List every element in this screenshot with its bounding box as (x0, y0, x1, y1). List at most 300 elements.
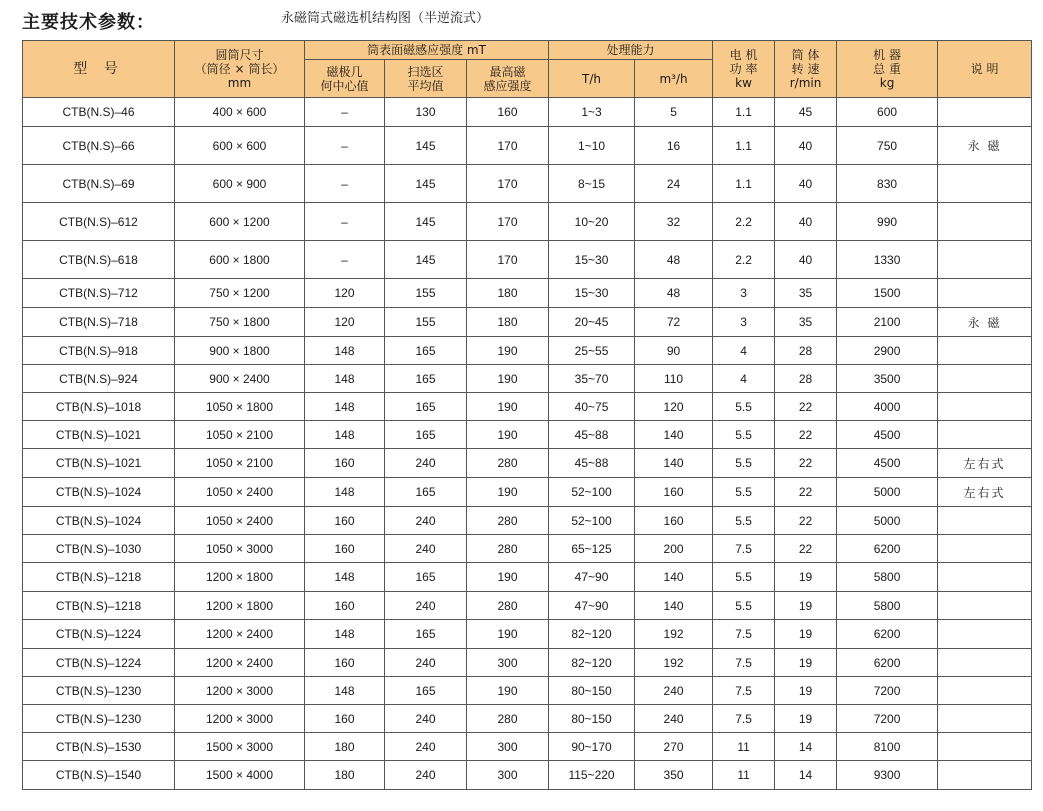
capacity-m3h-cell: 32 (635, 203, 713, 241)
drum-speed-cell: 22 (775, 478, 837, 507)
capacity-tph-cell: 40~75 (549, 393, 635, 421)
capacity-m3h-cell: 140 (635, 563, 713, 592)
drum-speed-cell: 40 (775, 241, 837, 279)
sweep-avg-cell: 240 (385, 507, 467, 535)
weight-cell: 4500 (837, 421, 938, 449)
drum-speed-cell: 22 (775, 393, 837, 421)
drum-size-cell: 600 × 600 (175, 127, 305, 165)
model-cell: CTB(N.S)–612 (23, 203, 175, 241)
weight-cell: 5800 (837, 592, 938, 620)
model-cell: CTB(N.S)–1024 (23, 478, 175, 507)
pole-center-cell: 160 (305, 705, 385, 733)
table-row (23, 507, 1032, 535)
capacity-tph-cell: 1~10 (549, 127, 635, 165)
capacity-m3h-cell: 240 (635, 677, 713, 705)
sweep-avg-cell: 165 (385, 677, 467, 705)
capacity-m3h-cell: 72 (635, 308, 713, 337)
pole-center-cell: 160 (305, 507, 385, 535)
capacity-tph-cell: 47~90 (549, 592, 635, 620)
page-title: 主要技术参数： (22, 12, 155, 33)
pole-center-cell: 148 (305, 563, 385, 592)
weight-cell: 1500 (837, 279, 938, 308)
capacity-tph-cell: 35~70 (549, 365, 635, 393)
model-cell: CTB(N.S)–1218 (23, 592, 175, 620)
motor-power-cell: 3 (713, 279, 775, 308)
max-strength-cell: 180 (467, 279, 549, 308)
max-strength-cell: 280 (467, 592, 549, 620)
drum-size-cell: 1200 × 3000 (175, 705, 305, 733)
capacity-m3h-cell: 140 (635, 449, 713, 478)
max-strength-cell: 280 (467, 535, 549, 563)
motor-power-cell: 1.1 (713, 127, 775, 165)
header-weight-line2: 总 重 (873, 62, 901, 76)
motor-power-cell: 5.5 (713, 449, 775, 478)
remark-cell (938, 620, 1032, 649)
drum-size-cell: 900 × 1800 (175, 337, 305, 365)
drum-speed-cell: 40 (775, 127, 837, 165)
header-magnetic-group: 筒表面磁感应强度 mT (305, 41, 549, 60)
weight-cell: 5800 (837, 563, 938, 592)
header-drum-size (175, 41, 305, 98)
max-strength-cell: 160 (467, 98, 549, 127)
sweep-avg-cell: 240 (385, 733, 467, 761)
max-strength-cell: 300 (467, 761, 549, 790)
max-strength-cell: 170 (467, 241, 549, 279)
weight-cell: 8100 (837, 733, 938, 761)
table-row (23, 279, 1032, 308)
weight-cell: 4500 (837, 449, 938, 478)
sweep-avg-cell: 165 (385, 620, 467, 649)
motor-power-cell: 2.2 (713, 203, 775, 241)
sweep-avg-cell: 240 (385, 535, 467, 563)
max-strength-cell: 190 (467, 337, 549, 365)
page-subtitle: 永磁筒式磁选机结构图（半逆流式） (281, 11, 490, 26)
weight-cell: 750 (837, 127, 938, 165)
pole-center-cell: – (305, 98, 385, 127)
drum-size-cell: 1050 × 3000 (175, 535, 305, 563)
capacity-m3h-cell: 270 (635, 733, 713, 761)
table-header (23, 41, 1032, 98)
capacity-tph-cell: 82~120 (549, 620, 635, 649)
spec-table (22, 40, 1032, 790)
motor-power-cell: 7.5 (713, 705, 775, 733)
drum-speed-cell: 40 (775, 203, 837, 241)
drum-speed-cell: 14 (775, 761, 837, 790)
remark-cell: 左右式 (938, 478, 1032, 507)
pole-center-cell: 148 (305, 393, 385, 421)
header-weight-line3: kg (879, 76, 895, 90)
weight-cell: 4000 (837, 393, 938, 421)
header-max-strength-line2: 感应强度 (483, 78, 532, 93)
sweep-avg-cell: 165 (385, 421, 467, 449)
remark-cell (938, 365, 1032, 393)
max-strength-cell: 300 (467, 733, 549, 761)
remark-cell (938, 337, 1032, 365)
drum-speed-cell: 28 (775, 365, 837, 393)
pole-center-cell: 180 (305, 761, 385, 790)
drum-size-cell: 1050 × 2100 (175, 449, 305, 478)
pole-center-cell: 148 (305, 620, 385, 649)
capacity-m3h-cell: 160 (635, 507, 713, 535)
remark-cell: 永 磁 (938, 127, 1032, 165)
capacity-tph-cell: 8~15 (549, 165, 635, 203)
header-pole-center-line1: 磁极几 (326, 64, 363, 79)
header-motor-line1: 电 机 (729, 48, 758, 62)
sweep-avg-cell: 165 (385, 478, 467, 507)
weight-cell: 5000 (837, 478, 938, 507)
max-strength-cell: 170 (467, 203, 549, 241)
drum-size-cell: 750 × 1200 (175, 279, 305, 308)
motor-power-cell: 4 (713, 365, 775, 393)
pole-center-cell: 180 (305, 733, 385, 761)
drum-speed-cell: 28 (775, 337, 837, 365)
drum-size-cell: 1050 × 2400 (175, 478, 305, 507)
max-strength-cell: 280 (467, 449, 549, 478)
weight-cell: 600 (837, 98, 938, 127)
weight-cell: 7200 (837, 677, 938, 705)
remark-cell (938, 241, 1032, 279)
model-cell: CTB(N.S)–1224 (23, 620, 175, 649)
table-row (23, 478, 1032, 507)
max-strength-cell: 300 (467, 649, 549, 677)
weight-cell: 5000 (837, 507, 938, 535)
header-motor (713, 41, 775, 98)
capacity-m3h-cell: 160 (635, 478, 713, 507)
table-row (23, 649, 1032, 677)
weight-cell: 2900 (837, 337, 938, 365)
capacity-m3h-cell: 48 (635, 241, 713, 279)
motor-power-cell: 2.2 (713, 241, 775, 279)
table-row (23, 421, 1032, 449)
drum-speed-cell: 19 (775, 705, 837, 733)
capacity-m3h-cell: 110 (635, 365, 713, 393)
drum-speed-cell: 19 (775, 677, 837, 705)
model-cell: CTB(N.S)–69 (23, 165, 175, 203)
drum-size-cell: 900 × 2400 (175, 365, 305, 393)
model-cell: CTB(N.S)–718 (23, 308, 175, 337)
motor-power-cell: 7.5 (713, 620, 775, 649)
sweep-avg-cell: 240 (385, 592, 467, 620)
model-cell: CTB(N.S)–918 (23, 337, 175, 365)
drum-size-cell: 600 × 1800 (175, 241, 305, 279)
drum-size-cell: 750 × 1800 (175, 308, 305, 337)
model-cell: CTB(N.S)–712 (23, 279, 175, 308)
weight-cell: 2100 (837, 308, 938, 337)
motor-power-cell: 11 (713, 761, 775, 790)
header-tph: T/h (549, 60, 635, 98)
sweep-avg-cell: 155 (385, 279, 467, 308)
motor-power-cell: 1.1 (713, 165, 775, 203)
capacity-tph-cell: 52~100 (549, 507, 635, 535)
sweep-avg-cell: 165 (385, 563, 467, 592)
header-sweep-avg-line1: 扫选区 (407, 64, 444, 79)
sweep-avg-cell: 165 (385, 337, 467, 365)
header-speed-line2: 转 速 (791, 62, 820, 76)
drum-size-cell: 1050 × 2400 (175, 507, 305, 535)
drum-size-cell: 1200 × 2400 (175, 620, 305, 649)
table-row (23, 563, 1032, 592)
header-sweep-avg-line2: 平均值 (407, 78, 444, 93)
sweep-avg-cell: 240 (385, 705, 467, 733)
drum-size-cell: 1500 × 4000 (175, 761, 305, 790)
drum-size-cell: 600 × 1200 (175, 203, 305, 241)
capacity-tph-cell: 45~88 (549, 449, 635, 478)
capacity-m3h-cell: 24 (635, 165, 713, 203)
capacity-m3h-cell: 48 (635, 279, 713, 308)
weight-cell: 7200 (837, 705, 938, 733)
header-motor-line3: kw (735, 76, 752, 90)
motor-power-cell: 5.5 (713, 563, 775, 592)
table-row (23, 337, 1032, 365)
motor-power-cell: 5.5 (713, 507, 775, 535)
sweep-avg-cell: 145 (385, 203, 467, 241)
pole-center-cell: 148 (305, 478, 385, 507)
header-remark: 说 明 (938, 41, 1032, 98)
sweep-avg-cell: 165 (385, 365, 467, 393)
header-speed (775, 41, 837, 98)
capacity-tph-cell: 82~120 (549, 649, 635, 677)
model-cell: CTB(N.S)–924 (23, 365, 175, 393)
remark-cell: 左右式 (938, 449, 1032, 478)
capacity-tph-cell: 15~30 (549, 241, 635, 279)
capacity-tph-cell: 80~150 (549, 705, 635, 733)
drum-speed-cell: 45 (775, 98, 837, 127)
weight-cell: 9300 (837, 761, 938, 790)
capacity-tph-cell: 1~3 (549, 98, 635, 127)
max-strength-cell: 190 (467, 421, 549, 449)
pole-center-cell: 160 (305, 535, 385, 563)
model-cell: CTB(N.S)–1530 (23, 733, 175, 761)
drum-speed-cell: 40 (775, 165, 837, 203)
drum-speed-cell: 22 (775, 535, 837, 563)
sweep-avg-cell: 145 (385, 241, 467, 279)
remark-cell (938, 421, 1032, 449)
header-capacity-group: 处理能力 (549, 41, 713, 60)
header-speed-line3: r/min (789, 76, 822, 90)
capacity-tph-cell: 52~100 (549, 478, 635, 507)
capacity-tph-cell: 115~220 (549, 761, 635, 790)
drum-speed-cell: 19 (775, 563, 837, 592)
capacity-tph-cell: 47~90 (549, 563, 635, 592)
drum-size-cell: 1500 × 3000 (175, 733, 305, 761)
motor-power-cell: 1.1 (713, 98, 775, 127)
max-strength-cell: 190 (467, 393, 549, 421)
table-row (23, 241, 1032, 279)
weight-cell: 3500 (837, 365, 938, 393)
drum-speed-cell: 22 (775, 507, 837, 535)
capacity-m3h-cell: 200 (635, 535, 713, 563)
sweep-avg-cell: 145 (385, 165, 467, 203)
table-row (23, 535, 1032, 563)
drum-size-cell: 1200 × 1800 (175, 592, 305, 620)
model-cell: CTB(N.S)–618 (23, 241, 175, 279)
remark-cell (938, 563, 1032, 592)
model-cell: CTB(N.S)–1018 (23, 393, 175, 421)
table-row (23, 761, 1032, 790)
header-motor-line2: 功 率 (729, 62, 758, 76)
remark-cell (938, 535, 1032, 563)
model-cell: CTB(N.S)–1021 (23, 449, 175, 478)
sweep-avg-cell: 145 (385, 127, 467, 165)
capacity-m3h-cell: 120 (635, 393, 713, 421)
model-cell: CTB(N.S)–1218 (23, 563, 175, 592)
motor-power-cell: 5.5 (713, 478, 775, 507)
remark-cell (938, 507, 1032, 535)
max-strength-cell: 190 (467, 563, 549, 592)
drum-speed-cell: 19 (775, 620, 837, 649)
max-strength-cell: 280 (467, 705, 549, 733)
pole-center-cell: 148 (305, 365, 385, 393)
drum-speed-cell: 22 (775, 421, 837, 449)
capacity-m3h-cell: 16 (635, 127, 713, 165)
pole-center-cell: 148 (305, 677, 385, 705)
pole-center-cell: – (305, 203, 385, 241)
model-cell: CTB(N.S)–1030 (23, 535, 175, 563)
capacity-m3h-cell: 140 (635, 592, 713, 620)
capacity-m3h-cell: 192 (635, 649, 713, 677)
table-row (23, 449, 1032, 478)
table-row (23, 165, 1032, 203)
remark-cell (938, 649, 1032, 677)
table-row (23, 393, 1032, 421)
motor-power-cell: 4 (713, 337, 775, 365)
header-pole-center (305, 60, 385, 98)
motor-power-cell: 11 (713, 733, 775, 761)
remark-cell (938, 733, 1032, 761)
pole-center-cell: 160 (305, 449, 385, 478)
capacity-tph-cell: 10~20 (549, 203, 635, 241)
remark-cell (938, 761, 1032, 790)
max-strength-cell: 170 (467, 165, 549, 203)
pole-center-cell: – (305, 127, 385, 165)
weight-cell: 6200 (837, 535, 938, 563)
max-strength-cell: 180 (467, 308, 549, 337)
capacity-tph-cell: 65~125 (549, 535, 635, 563)
header-drum-size-line1: 圆筒尺寸 (215, 48, 264, 62)
drum-size-cell: 1200 × 2400 (175, 649, 305, 677)
sweep-avg-cell: 240 (385, 649, 467, 677)
drum-size-cell: 400 × 600 (175, 98, 305, 127)
drum-speed-cell: 35 (775, 308, 837, 337)
capacity-m3h-cell: 140 (635, 421, 713, 449)
sweep-avg-cell: 155 (385, 308, 467, 337)
capacity-tph-cell: 45~88 (549, 421, 635, 449)
pole-center-cell: 148 (305, 337, 385, 365)
remark-cell (938, 677, 1032, 705)
remark-cell (938, 393, 1032, 421)
weight-cell: 990 (837, 203, 938, 241)
model-cell: CTB(N.S)–1024 (23, 507, 175, 535)
drum-speed-cell: 35 (775, 279, 837, 308)
sweep-avg-cell: 165 (385, 393, 467, 421)
pole-center-cell: 120 (305, 279, 385, 308)
model-cell: CTB(N.S)–66 (23, 127, 175, 165)
table-row (23, 203, 1032, 241)
drum-size-cell: 600 × 900 (175, 165, 305, 203)
capacity-m3h-cell: 5 (635, 98, 713, 127)
motor-power-cell: 3 (713, 308, 775, 337)
weight-cell: 830 (837, 165, 938, 203)
remark-cell (938, 705, 1032, 733)
motor-power-cell: 5.5 (713, 592, 775, 620)
drum-speed-cell: 14 (775, 733, 837, 761)
model-cell: CTB(N.S)–1224 (23, 649, 175, 677)
header-sweep-avg (385, 60, 467, 98)
table-row (23, 677, 1032, 705)
max-strength-cell: 190 (467, 365, 549, 393)
weight-cell: 1330 (837, 241, 938, 279)
table-row (23, 98, 1032, 127)
remark-cell (938, 592, 1032, 620)
table-row (23, 127, 1032, 165)
motor-power-cell: 5.5 (713, 393, 775, 421)
max-strength-cell: 190 (467, 620, 549, 649)
capacity-tph-cell: 25~55 (549, 337, 635, 365)
remark-cell (938, 98, 1032, 127)
table-row (23, 705, 1032, 733)
pole-center-cell: 120 (305, 308, 385, 337)
motor-power-cell: 7.5 (713, 649, 775, 677)
table-row (23, 592, 1032, 620)
table-row (23, 733, 1032, 761)
header-m3h: m³/h (635, 60, 713, 98)
header-weight (837, 41, 938, 98)
model-cell: CTB(N.S)–46 (23, 98, 175, 127)
weight-cell: 6200 (837, 620, 938, 649)
header-drum-size-line2: （筒径 × 筒长） (194, 62, 285, 76)
motor-power-cell: 7.5 (713, 535, 775, 563)
header-max-strength-line1: 最高磁 (489, 64, 526, 79)
table-row (23, 620, 1032, 649)
max-strength-cell: 190 (467, 677, 549, 705)
model-cell: CTB(N.S)–1540 (23, 761, 175, 790)
header-max-strength (467, 60, 549, 98)
pole-center-cell: – (305, 241, 385, 279)
capacity-m3h-cell: 240 (635, 705, 713, 733)
capacity-m3h-cell: 350 (635, 761, 713, 790)
remark-cell: 永 磁 (938, 308, 1032, 337)
pole-center-cell: 160 (305, 592, 385, 620)
drum-speed-cell: 19 (775, 592, 837, 620)
motor-power-cell: 7.5 (713, 677, 775, 705)
sweep-avg-cell: 240 (385, 761, 467, 790)
header-weight-line1: 机 器 (873, 48, 901, 62)
header-drum-size-line3: mm (227, 76, 252, 90)
capacity-tph-cell: 80~150 (549, 677, 635, 705)
capacity-tph-cell: 15~30 (549, 279, 635, 308)
capacity-tph-cell: 20~45 (549, 308, 635, 337)
capacity-m3h-cell: 192 (635, 620, 713, 649)
header-speed-line1: 筒 体 (791, 48, 820, 62)
model-cell: CTB(N.S)–1230 (23, 705, 175, 733)
max-strength-cell: 190 (467, 478, 549, 507)
model-cell: CTB(N.S)–1021 (23, 421, 175, 449)
max-strength-cell: 170 (467, 127, 549, 165)
max-strength-cell: 280 (467, 507, 549, 535)
table-row (23, 308, 1032, 337)
pole-center-cell: 160 (305, 649, 385, 677)
table-row (23, 365, 1032, 393)
weight-cell: 6200 (837, 649, 938, 677)
sweep-avg-cell: 130 (385, 98, 467, 127)
remark-cell (938, 203, 1032, 241)
remark-cell (938, 165, 1032, 203)
drum-size-cell: 1050 × 2100 (175, 421, 305, 449)
remark-cell (938, 279, 1032, 308)
header-pole-center-line2: 何中心值 (320, 78, 369, 93)
drum-size-cell: 1200 × 1800 (175, 563, 305, 592)
drum-size-cell: 1050 × 1800 (175, 393, 305, 421)
